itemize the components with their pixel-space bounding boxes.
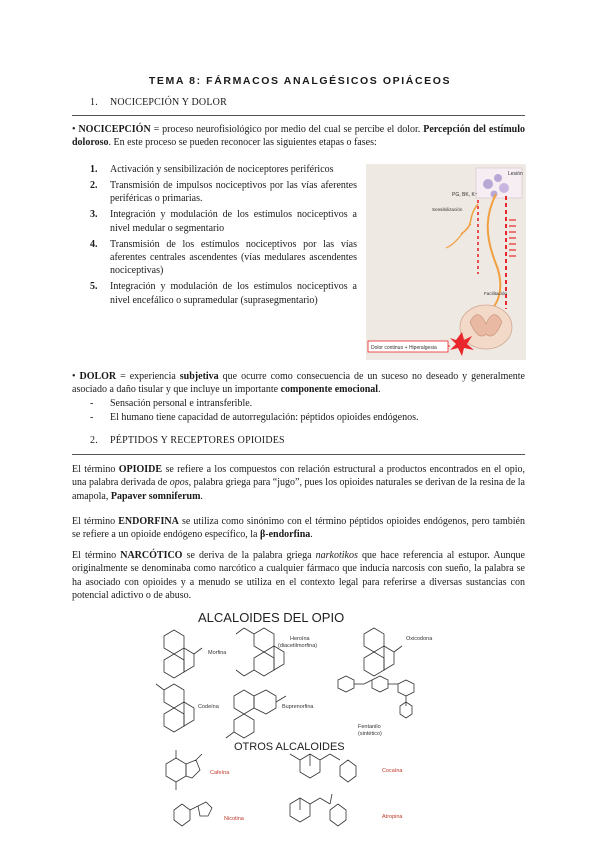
section-heading-2 [90, 435, 285, 446]
mediators-label: PG, BK, K⁺ [452, 192, 478, 198]
other-alkaloids-title: OTROS ALCALOIDES [234, 741, 345, 753]
label-cocaina: Cocaína [382, 768, 403, 774]
dash-item-text: Sensación personal e intransferible. [110, 398, 253, 409]
nocicepcion-paragraph [72, 123, 525, 150]
term-endorfina: ENDORFINA [118, 516, 179, 527]
opium-alkaloids-title: ALCALOIDES DEL OPIO [198, 610, 345, 625]
emphasis-text: subjetiva [179, 371, 219, 382]
dolor-paragraph [72, 370, 525, 397]
label-cafeina: Cafeína [210, 770, 230, 776]
dash-list-item: - Sensación personal e intransferible. [90, 398, 253, 409]
paragraph-text: se deriva de la palabra griega [182, 550, 316, 561]
paragraph-text: . [378, 384, 381, 396]
page-title: TEMA 8: FÁRMACOS ANALGÉSICOS OPIÁCEOS [148, 75, 452, 87]
label-fentanilo-sub: (sintético) [358, 731, 382, 737]
paragraph-text: = experiencia [116, 371, 180, 382]
paragraph-text: . [310, 529, 313, 541]
paragraph-text: El término [72, 550, 121, 561]
list-item [90, 280, 357, 307]
emphasis-text: componente emocional [280, 384, 379, 396]
list-item [90, 163, 357, 176]
list-item [90, 208, 357, 235]
section-rule [72, 115, 525, 116]
section-title: NOCICEPCIÓN Y DOLOR [110, 97, 227, 108]
definition-text: = proceso neurofisiológico por medio del cual se percibe el dolor. [150, 124, 424, 135]
paragraph-text: que hace referencia al estupor. Aunque originalmente se denominaba como narcótico a cualquier fármaco que inducía narcosis con sueño, la palabra se ha asociado con opioides y a menudo se utiliza en el contexto legal para referirse a diversas sustancias con potencial adictivo o de abuso. [72, 550, 525, 602]
narcotico-paragraph [72, 549, 525, 603]
bullet: • [72, 371, 76, 382]
nociception-steps-list [90, 163, 357, 310]
list-text: Transmisión de impulsos nociceptivos por las vías aferentes periféricas o primarias. [110, 179, 357, 205]
term-nocicepcion: NOCICEPCIÓN [78, 124, 151, 135]
paragraph-text: se refiere a los compuestos con relación estructural a productos encontrados en el opio, una palabra derivada de [72, 464, 525, 489]
emphasis-text: Papaver somniferum [110, 490, 201, 502]
list-number: 2. [90, 179, 98, 191]
section-title: PÉPTIDOS Y RECEPTORES OPIOIDES [110, 435, 285, 446]
paragraph-text: se utiliza como sinónimo con el término péptidos opioides endógenos, pero también se refiere a un opioide endógeno específico, la [72, 516, 525, 541]
list-number: 3. [90, 209, 98, 221]
label-morfina: Morfina [208, 650, 227, 656]
paragraph-text: . [200, 490, 203, 502]
sensitization-label: Sensibilización [432, 207, 463, 212]
paragraph-text: , palabra griega para “jugo”, pues los opioides naturales se derivan de la resina de la amapola, [72, 477, 525, 502]
label-heroina: Heroína [290, 636, 310, 642]
list-number: 1. [90, 164, 98, 175]
italic-term: opos [169, 477, 189, 489]
paragraph-text: El término [72, 464, 119, 475]
label-oxicodona: Oxicodona [406, 636, 433, 642]
dash-item-text: El humano tiene capacidad de autorregulación: péptidos opioides endógenos. [110, 412, 419, 423]
nociception-pathway-figure [366, 164, 526, 360]
list-text: Activación y sensibilización de nociceptores periféricos [110, 164, 334, 175]
lesion-label: Lesión [508, 171, 523, 177]
paragraph-text: . En este proceso se pueden reconocer las siguientes etapas o fases: [108, 137, 377, 149]
endorfina-paragraph [72, 515, 525, 542]
section-number: 1. [90, 97, 98, 108]
label-buprenorfina: Buprenorfina [282, 704, 314, 710]
label-fentanilo: Fentanilo [358, 724, 381, 730]
bullet: • [72, 124, 76, 135]
list-text: Integración y modulación de los estímulos nociceptivos a nivel encefálico o supramedular (suprasegmentario) [110, 281, 357, 306]
emphasis-text: β-endorfina [259, 529, 311, 541]
paragraph-text: que ocurre como consecuencia de un suceso no deseado y generalmente asociado a daño tisular y que incluye un importante [72, 371, 525, 396]
list-number: 4. [90, 238, 98, 250]
section-rule [72, 454, 525, 455]
term-opioide: OPIOIDE [118, 464, 163, 475]
dash-list-item: - El humano tiene capacidad de autorregulación: péptidos opioides endógenos. [90, 412, 419, 423]
emphasis-text: Percepción del estímulo doloroso [72, 124, 525, 149]
label-atropina: Atropina [382, 814, 403, 820]
figure-footer-label: Dolor continuo + Hiperalgesia [371, 345, 437, 351]
section-number: 2. [90, 435, 98, 446]
list-item [90, 238, 357, 278]
opioide-paragraph [72, 463, 525, 503]
list-text: Transmisión de los estímulos nociceptivos por las vías aferentes centrales ascendentes (vías medulares ascendentes nociceptivas) [110, 238, 357, 277]
alkaloids-figure [150, 604, 455, 844]
facilitation-label: Facilitación [484, 291, 507, 296]
term-narcotico: NARCÓTICO [120, 550, 183, 561]
label-heroina-sub: (diacetilmorfina) [278, 643, 318, 649]
list-text: Integración y modulación de los estímulos nociceptivos a nivel medular o segmentario [110, 209, 357, 234]
term-dolor: DOLOR [79, 371, 117, 382]
label-nicotina: Nicotina [224, 816, 244, 822]
paragraph-text: El término [72, 516, 119, 527]
label-codeina: Codeína [198, 704, 219, 710]
section-heading-1 [90, 97, 227, 108]
list-item [90, 179, 357, 206]
italic-term: narkotikos [315, 550, 358, 561]
list-number: 5. [90, 281, 98, 293]
